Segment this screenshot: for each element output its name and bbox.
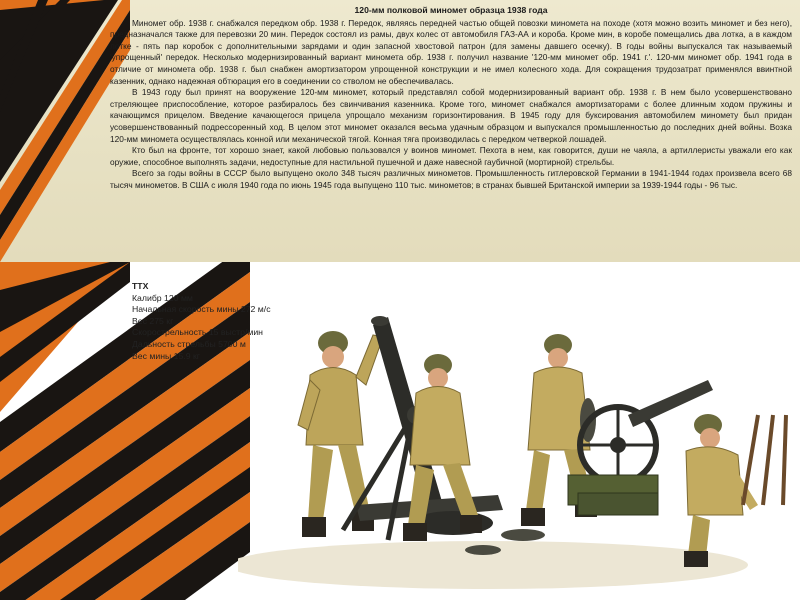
mortar-crew-illustration <box>238 265 800 600</box>
paragraph: Всего за годы войны в СССР было выпущено около 348 тысяч различных минометов. Промышленность гитлеровской Германии в 1941-1944 годах произвела всего 68 тысяч минометов. В США с июля 1940 года по июнь 1945 года выпущено 110 тыс. минометов; в странах бывшей Британской империи за 1939-1944 годы - 96 тыс. <box>110 168 792 190</box>
spec-line: Вес 275 кг <box>132 315 174 326</box>
page-title: 120-мм полковой миномет образца 1938 года <box>354 5 548 15</box>
specs-title: ТТХ <box>132 281 149 291</box>
spec-line: Калибр 120 мм <box>132 292 193 303</box>
spec-line: Дальность стрельбы 5700 м <box>132 338 246 349</box>
spec-line: Скорострельность 15 выстр/мин <box>132 327 263 338</box>
article-text <box>110 5 792 192</box>
paragraph: Миномет обр. 1938 г. снабжался передком обр. 1938 г. Передок, являясь передней частью общей повозки миномета на походе (хотя можно возить миномет и без него), предназначался также для перевозки 20 мин. Передок состоял из рамы, двух колес от автомобиля ГАЗ-АА и короба. Кроме мин, в коробе помещались два лотка, а в каждом лотке - пять пар коробок с дополнительными зарядами и один запасной хвостовой патрон (для замены давшего осечку). В годы войны выпускался так называемый 'упрощенный' передок. Несколько модернизированный вариант миномета обр. 1938 г. получил название '120-мм миномет обр. 1941 г.'. 120-мм миномет обр. 1941 года в отличие от миномета обр. 1938 г. был снабжен амортизатором упрощенной конструкции и не имел колесного хода. Для сокращения трудозатрат применялся ввинтной казенник, однако надежная обтюрация его в соединении со стволом не обеспечивалась. <box>110 17 792 86</box>
spec-line: Начальная скорость мины 272 м/с <box>132 304 271 315</box>
paragraph: Кто был на фронте, тот хорошо знает, какой любовью пользовался у воинов миномет. Пехота в нем, как говорится, души не чаяла, а артиллеристы уважали его как оружие, способное выполнять задачи, недоступные для настильной пушечной и даже навесной гаубичной (мортирной) стрельбы. <box>110 145 792 167</box>
spec-line: Вес мины 15.9 кг <box>132 350 200 361</box>
paragraph: В 1943 году был принят на вооружение 120-мм миномет, который представлял собой модернизированный вариант обр. 1938 г. В нем было усовершенствовано стреляющее приспособление, которое разбиралось без свинчивания казенника. Кроме того, миномет снабжался амортизаторами с более длинным ходом пружины и качающимся прицелом. Введение качающегося прицела упрощало механизм горизонтирования. В 1945 году для буксирования автомобилем миномету был придан усовершенствованный подрессоренный ход. В целом этот миномет оказался весьма удачным образцом и выпускался промышленностью до последних дней войны. Возка 120-мм миномета осуществлялась конной или механической тягой. Конная тяга производилась с передком четверкой лошадей. <box>110 87 792 144</box>
